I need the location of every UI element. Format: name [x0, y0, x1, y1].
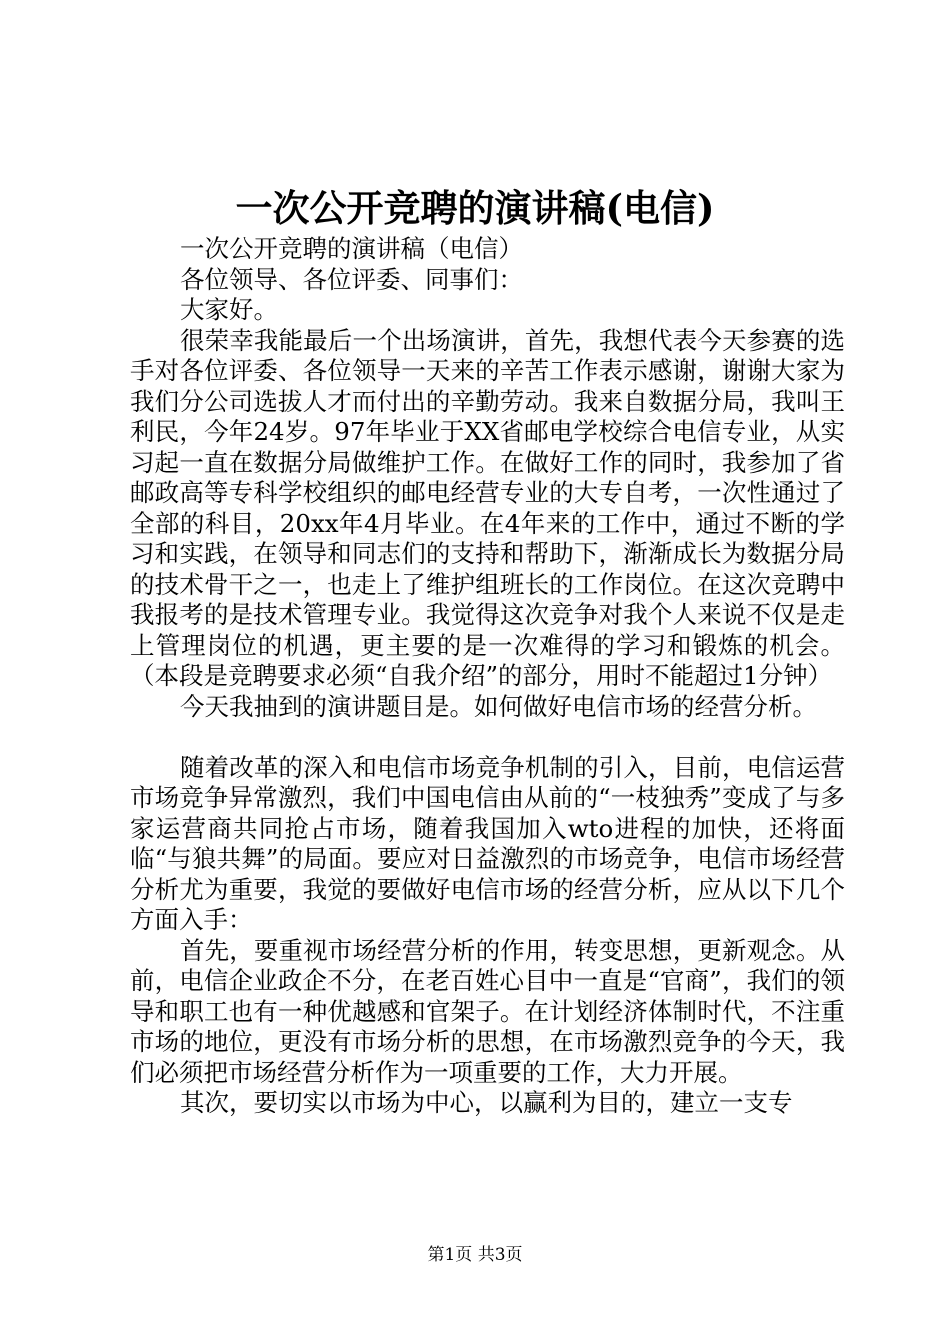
background-paragraph: 随着改革的深入和电信市场竞争机制的引入，目前，电信运营市场竞争异常激烈，我们中国电信由从前的“一枝独秀”变成了与多家运营商共同抢占市场，随着我国加入wto进程的加快，还将面临“与狼共舞”的局面。要应对日益激烈的市场竞争，电信市场经营分析尤为重要，我觉的要做好电信市场的经营分析，应从以下几个方面入手： [130, 752, 845, 934]
page-indicator: 第1页 共3页 [427, 1245, 523, 1265]
second-point-paragraph: 其次，要切实以市场为中心，以赢利为目的，建立一支专 [180, 1088, 793, 1117]
document-title: 一次公开竞聘的演讲稿(电信) [235, 186, 715, 230]
topic-paragraph: 今天我抽到的演讲题目是。如何做好电信市场的经营分析。 [180, 691, 817, 721]
document-body [130, 234, 845, 1119]
first-point-paragraph: 首先，要重视市场经营分析的作用，转变思想，更新观念。从前，电信企业政企不分，在老百姓心目中一直是“官商”，我们的领导和职工也有一种优越感和官架子。在计划经济体制时代，不注重市场的地位，更没有市场分析的思想，在市场激烈竞争的今天，我们必须把市场经营分析作为一项重要的工作，大力开展。 [130, 935, 845, 1087]
salutation-paragraph: 各位领导、各位评委、同事们： [180, 264, 523, 294]
greeting-paragraph: 大家好。 [180, 295, 278, 324]
subtitle-paragraph: 一次公开竞聘的演讲稿（电信） [180, 234, 523, 263]
self-introduction-paragraph: 很荣幸我能最后一个出场演讲，首先，我想代表今天参赛的选手对各位评委、各位领导一天来的辛苦工作表示感谢，谢谢大家为我们分公司选拔人才而付出的辛勤劳动。我来自数据分局，我叫王利民，今年24岁。97年毕业于XX省邮电学校综合电信专业，从实习起一直在数据分局做维护工作。在做好工作的同时，我参加了省邮政高等专科学校组织的邮电经营专业的大专自考，一次性通过了全部的科目，20xx年4月毕业。在4年来的工作中，通过不断的学习和实践，在领导和同志们的支持和帮助下，渐渐成长为数据分局的技术骨干之一，也走上了维护组班长的工作岗位。在这次竞聘中我报考的是技术管理专业。我觉得这次竞争对我个人来说不仅是走上管理岗位的机遇，更主要的是一次难得的学习和锻炼的机会。（本段是竞聘要求必须“自我介绍”的部分，用时不能超过1分钟） [130, 325, 845, 690]
